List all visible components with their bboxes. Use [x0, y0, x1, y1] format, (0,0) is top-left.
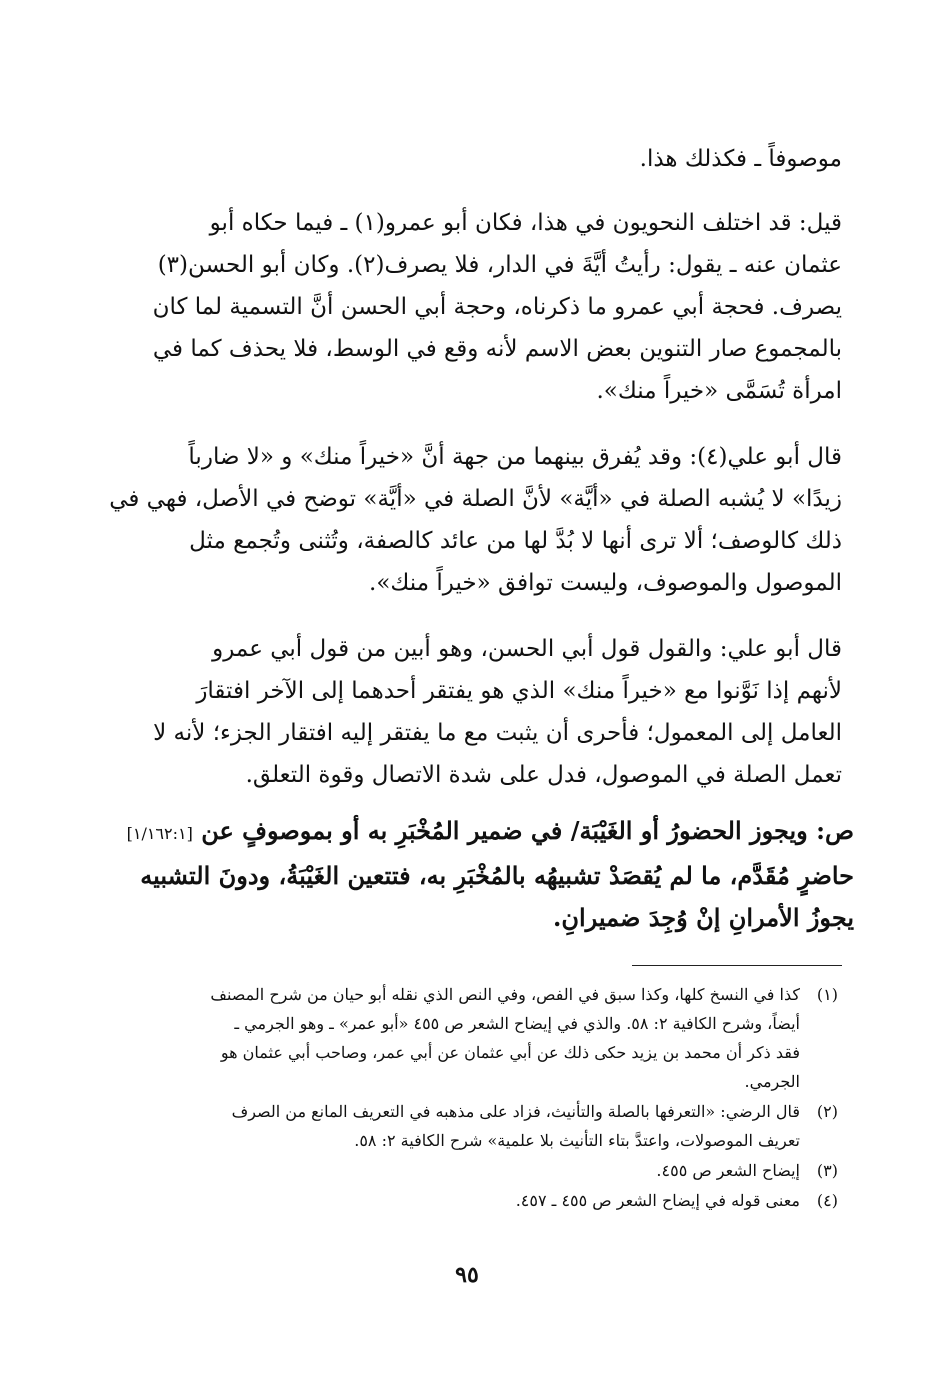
text-line: الموصول والموصوف، وليست توافق «خيراً منك».	[369, 570, 842, 596]
text-line: يصرف. فحجة أبي عمرو ما ذكرناه، وحجة أبي الحسن أنَّ التسمية لما كان	[152, 294, 842, 320]
text-line: لأنهم إذا نَوَّنوا مع «خيراً منك» الذي هو يفتقر أحدهما إلى الآخر افتقارَ	[196, 678, 842, 704]
footnote-number: (٤)	[816, 1191, 838, 1210]
matn-line-1: ص: ويجوز الحضورُ أو الغَيْبَة/ في ضمير المُخْبَرِ به أو بموصوفٍ عن	[201, 816, 854, 845]
text-line: عثمان عنه ـ يقول: رأيتُ أيَّةَ في الدار، فلا يصرف(٢). وكان أبو الحسن(٣)	[157, 252, 842, 278]
footnote	[98, 1097, 838, 1155]
footnote-line: تعريف الموصولات، واعتدَّ بتاء التأنيث بلا علمية» شرح الكافية ٢: ٥٨.	[354, 1131, 800, 1150]
footnote-line: معنى قوله في إيضاح الشعر ص ٤٥٥ ـ ٤٥٧.	[515, 1191, 800, 1210]
footnote-line: إيضاح الشعر ص ٤٥٥.	[656, 1161, 800, 1180]
footnote	[98, 1156, 838, 1185]
paragraph-2	[98, 436, 842, 604]
text-line: قال أبو علي: والقول قول أبي الحسن، وهو أبين من قول أبي عمرو	[212, 636, 842, 662]
page-number: ٩٥	[455, 1262, 479, 1288]
text-line: يجوزُ الأمرانِ إنْ وُجِدَ ضميرانِ.	[552, 903, 854, 932]
footnote-number: (٢)	[816, 1102, 838, 1121]
footnote-number: (١)	[816, 985, 838, 1004]
text-line: قال أبو علي(٤): وقد يُفرق بينهما من جهة أنَّ «خيراً منك» و «لا ضارباً	[188, 444, 842, 470]
footnote-number: (٣)	[816, 1161, 838, 1180]
text-line: العامل إلى المعمول؛ فأحرى أن يثبت مع ما يفتقر إليه افتقار الجزء؛ لأنه لا	[153, 720, 842, 746]
text-line: زيدًا» لا يُشبه الصلة في «أيَّة» لأنَّ الصلة في «أيَّة» توضح في الأصل، فهي في	[109, 486, 842, 512]
footnote	[98, 1186, 838, 1215]
footnote	[98, 980, 838, 1096]
text-line: ذلك كالوصف؛ ألا ترى أنها لا بُدَّ لها من عائد كالصفة، وتُثنى وتُجمع مثل	[189, 528, 842, 554]
footnote-line: أيضاً، وشرح الكافية ٢: ٥٨. والذي في إيضاح الشعر ص ٤٥٥ «أبو عمر» ـ وهو الجرمي ـ	[234, 1014, 800, 1033]
text-line: قيل: قد اختلف النحويون في هذا، فكان أبو عمرو(١) ـ فيما حكاه أبو	[209, 210, 842, 236]
paragraph-3	[98, 628, 842, 796]
text-line: حاضرٍ مُقَدَّم، ما لم يُقصَدْ تشبيهُه بالمُخْبَرِ به، فتتعين الغَيْبَةُ، ودونَ التشبيه	[140, 861, 854, 890]
manuscript-reference: [١/١٦٢:١]	[126, 824, 193, 843]
text-line: بالمجموع صار التنوين بعض الاسم لأنه وقع في الوسط، فلا يحذف كما في	[152, 336, 842, 362]
footnotes	[98, 980, 842, 1215]
matn-paragraph	[98, 810, 854, 939]
footnote-line: الجرمي.	[744, 1072, 800, 1091]
intro-line	[98, 138, 842, 180]
text-line: موصوفاً ـ فكذلك هذا.	[639, 146, 842, 172]
text-line: امرأة تُسَمَّى «خيراً منك».	[596, 378, 842, 404]
text-line: تعمل الصلة في الموصول، فدل على شدة الاتصال وقوة التعلق.	[245, 762, 842, 788]
text-line	[98, 810, 854, 855]
footnote-line: قال الرضي: «التعرفها بالصلة والتأنيث، فزاد على مذهبه في التعريف المانع من الصرف	[231, 1102, 800, 1121]
footnote-line: فقد ذكر أن محمد بن يزيد حكى ذلك عن أبي عثمان عن أبي عمر، وصاحب أبي عثمان هو	[220, 1043, 800, 1062]
footnote-divider	[632, 965, 842, 966]
paragraph-1	[98, 202, 842, 412]
footnote-line: كذا في النسخ كلها، وكذا سبق في الفص، وفي النص الذي نقله أبو حيان من شرح المصنف	[210, 985, 800, 1004]
